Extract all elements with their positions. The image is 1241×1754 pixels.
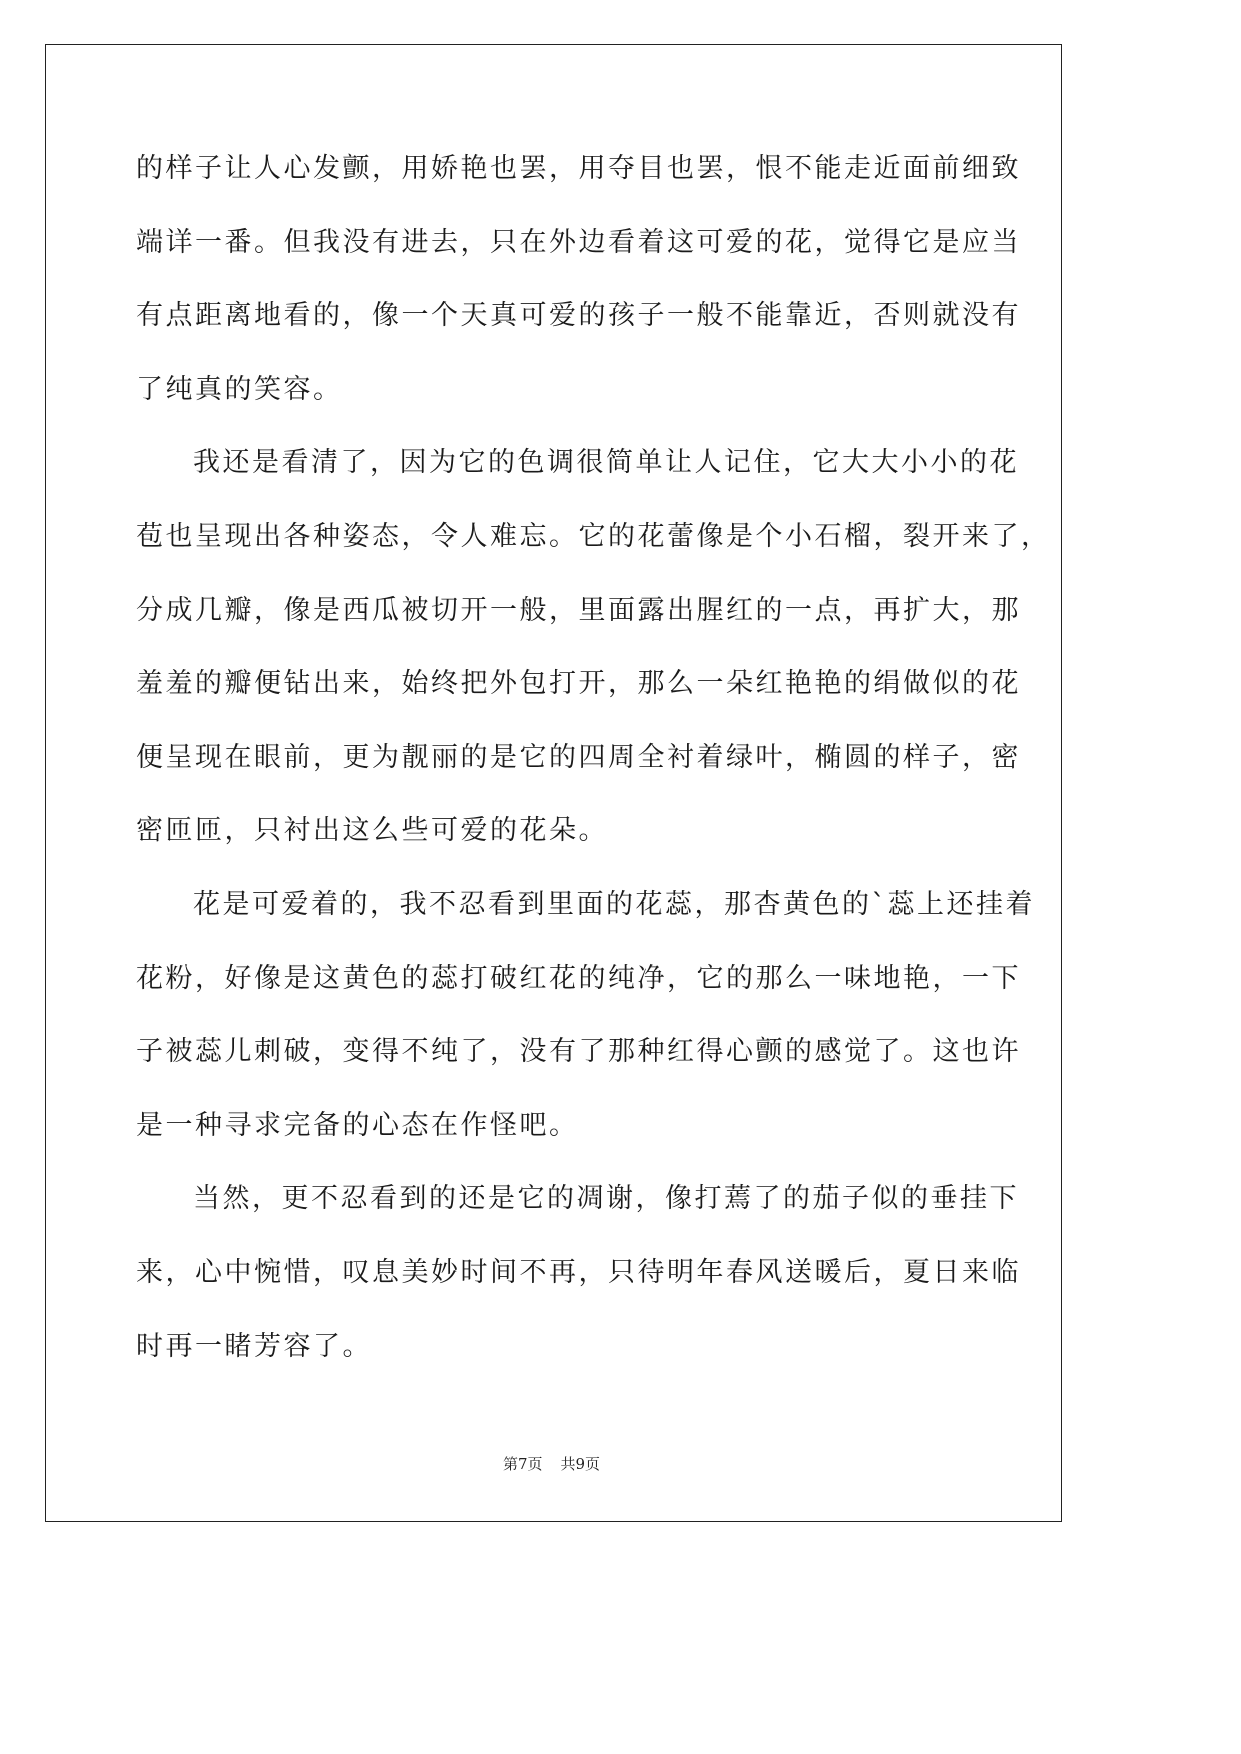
text-line: 花是可爱着的，我不忍看到里面的花蕊，那杏黄色的`蕊上还挂着	[193, 888, 1035, 920]
text-line: 的样子让人心发颤，用娇艳也罢，用夺目也罢，恨不能走近面前细致	[136, 153, 1021, 184]
document-body	[136, 132, 1051, 1383]
text-line: 我还是看清了，因为它的色调很简单让人记住，它大大小小的花	[193, 447, 1019, 479]
text-line: 苞也呈现出各种姿态，令人难忘。它的花蕾像是个小石榴，裂开来了，	[136, 520, 1051, 552]
text-line: 当然，更不忍看到的还是它的凋谢，像打蔫了的茄子似的垂挂下	[193, 1183, 1019, 1215]
page-footer	[0, 1453, 1103, 1474]
text-line: 了纯真的笑容。	[136, 373, 343, 405]
text-line: 羞羞的瓣便钻出来，始终把外包打开，那么一朵红艳艳的绢做似的花	[136, 668, 1021, 700]
page-number-total: 共9页	[560, 1455, 601, 1473]
text-line: 是一种寻求完备的心态在作怪吧。	[136, 1109, 579, 1141]
text-line: 时再一睹芳容了。	[136, 1330, 372, 1362]
text-line: 来，心中惋惜，叹息美妙时间不再，只待明年春风送暖后，夏日来临	[136, 1256, 1021, 1288]
page-number-current: 第7页	[502, 1455, 543, 1473]
text-line: 便呈现在眼前，更为靓丽的是它的四周全衬着绿叶，椭圆的样子，密	[136, 741, 1021, 773]
text-line: 端详一番。但我没有进去，只在外边看着这可爱的花，觉得它是应当	[136, 226, 1021, 258]
text-line: 花粉，好像是这黄色的蕊打破红花的纯净，它的那么一味地艳，一下	[136, 962, 1021, 994]
text-line: 分成几瓣，像是西瓜被切开一般，里面露出腥红的一点，再扩大，那	[136, 594, 1021, 626]
text-line: 子被蕊儿刺破，变得不纯了，没有了那种红得心颤的感觉了。这也许	[136, 1036, 1021, 1068]
text-line: 有点距离地看的，像一个天真可爱的孩子一般不能靠近，否则就没有	[136, 300, 1021, 332]
text-line: 密匝匝，只衬出这么些可爱的花朵。	[136, 815, 608, 847]
